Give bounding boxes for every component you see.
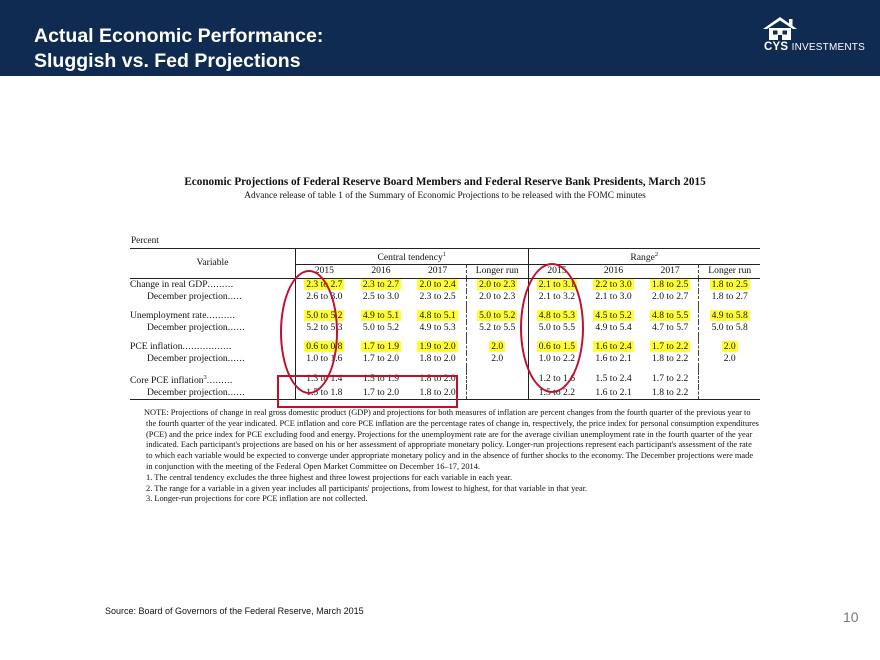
row-label-text: Core PCE inflation: [130, 374, 204, 386]
cell-value: 1.7 to 2.2: [652, 373, 689, 385]
cell-value: 1.5 to 1.9: [362, 373, 400, 385]
row-label-text: Change in real GDP: [130, 278, 208, 290]
table-cell: [466, 341, 528, 354]
table-cell: [585, 353, 642, 366]
table-cell: [699, 278, 760, 291]
table-row: [130, 278, 760, 291]
central-tendency-footnote-marker: 1: [442, 251, 447, 258]
column-header: Longer run: [466, 265, 528, 279]
column-header: 2016: [585, 265, 642, 279]
row-label: [130, 353, 296, 366]
table-cell: [699, 310, 760, 323]
source-note: Source: Board of Governors of the Federal Reserve, March 2015: [105, 606, 364, 616]
cell-value: 2.1 to 3.1: [538, 278, 576, 290]
table-cell: [409, 353, 466, 366]
cell-value: 1.8 to 2.2: [652, 353, 689, 365]
logo-text-bold: CYS: [764, 41, 789, 53]
table-cell: [353, 353, 410, 366]
row-label: [130, 387, 296, 400]
table-cell: [466, 278, 528, 291]
table-cell: [353, 291, 410, 304]
cell-value: 1.2 to 1.6: [538, 373, 576, 385]
table-cell: [585, 310, 642, 323]
column-header: 2015: [296, 265, 353, 279]
column-header: 2017: [642, 265, 699, 279]
footnote-3: 3. Longer-run projections for core PCE inflation are not collected.: [146, 494, 368, 504]
row-dot-leader: .....: [227, 291, 243, 303]
cell-value: 4.8 to 5.5: [652, 309, 689, 321]
cell-value: 5.0 to 5.2: [306, 309, 343, 321]
cell-value: 1.8 to 2.0: [419, 387, 456, 399]
table-cell: [409, 278, 466, 291]
table-cell: [466, 353, 528, 366]
row-label: [130, 322, 296, 335]
table-cell: [409, 291, 466, 304]
table-cell: [699, 291, 760, 304]
table-cell: [699, 353, 760, 366]
row-label: [130, 278, 296, 291]
range-header: [528, 249, 760, 265]
cell-value: 1.0 to 1.6: [306, 353, 343, 365]
cell-value: 1.6 to 2.4: [595, 340, 632, 352]
cell-value: 2.3 to 2.5: [419, 291, 456, 303]
table-cell: [353, 310, 410, 323]
table-cell: [353, 341, 410, 354]
table-cell: [642, 387, 699, 400]
table-cell: [409, 322, 466, 335]
table-cell: [409, 341, 466, 354]
row-dot-leader: .........: [206, 374, 233, 386]
table-row: [130, 322, 760, 335]
table-cell: [409, 310, 466, 323]
table-cell: [585, 291, 642, 304]
row-label: [130, 310, 296, 323]
table-cell: [585, 278, 642, 291]
cell-value: 1.8 to 2.0: [419, 353, 456, 365]
cell-value: 1.3 to 1.4: [306, 373, 343, 385]
range-footnote-marker: 2: [654, 251, 659, 258]
cell-value: 1.5 to 2.2: [538, 387, 576, 399]
table-cell: [642, 353, 699, 366]
cell-value: 5.2 to 5.3: [306, 322, 343, 334]
cell-value: 2.0 to 2.7: [652, 291, 689, 303]
note-paragraph: NOTE: Projections of change in real gross domestic product (GDP) and projections for both measures of inflation are percent changes from the fourth quarter of the previous year to the fourth quarter of the year indicated. PCE inflation and core PCE inflation are the percentage rates of change in, respectively, the price index for personal consumption expenditures (PCE) and the price index for PCE excluding food and energy. Projections for the unemployment rate are for the average civilian unemployment rate in the fourth quarter of the year indicated. Each participant's projections are based on his or her assessment of appropriate monetary policy. Longer-run projections represent each participant's assessment of the rate to which each variable would be expected to converge under appropriate monetary policy and in the absence of further shocks to the economy. The December projections were made in conjunction with the meeting of the Federal Open Market Committee on December 16–17, 2014.: [144, 408, 759, 471]
cell-value: 1.9 to 2.0: [419, 340, 456, 352]
row-dot-leader: .................: [182, 340, 232, 352]
table-cell: [699, 322, 760, 335]
column-header: 2017: [409, 265, 466, 279]
cell-value: 1.7 to 2.0: [362, 353, 400, 365]
house-logo-icon: [760, 16, 800, 42]
row-label-text: PCE inflation: [130, 340, 183, 352]
table-row: [130, 291, 760, 304]
slide-header: [0, 0, 880, 76]
cell-value: 2.0: [491, 353, 504, 365]
annotation-circle-range-2015: [520, 263, 584, 393]
cell-value: 1.5 to 1.8: [306, 387, 343, 399]
row-label-text: December projection: [147, 353, 228, 365]
table-cell: [699, 372, 760, 387]
cell-value: 1.8 to 2.2: [652, 387, 689, 399]
cell-value: 2.6 to 3.0: [306, 291, 343, 303]
unit-label: Percent: [131, 236, 159, 246]
logo-text-light: INVESTMENTS: [791, 42, 865, 53]
cell-value: 4.9 to 5.3: [419, 322, 456, 334]
row-label: [130, 291, 296, 304]
row-label: [130, 372, 296, 387]
cell-value: 4.8 to 5.1: [419, 309, 456, 321]
cell-value: 2.1 to 3.2: [538, 291, 576, 303]
row-dot-leader: .........: [207, 278, 234, 290]
cell-value: 0.6 to 0.8: [306, 340, 343, 352]
table-cell: [642, 310, 699, 323]
cell-value: 2.0 to 2.3: [479, 291, 516, 303]
central-tendency-label: Central tendency: [377, 252, 443, 264]
column-header: Longer run: [699, 265, 760, 279]
cell-value: 1.8 to 2.0: [419, 373, 456, 385]
cell-value: 5.2 to 5.5: [479, 322, 516, 334]
cell-value: 2.0 to 2.3: [479, 278, 516, 290]
cell-value: 1.6 to 2.1: [595, 353, 632, 365]
table-notes: [146, 408, 760, 505]
cell-value: 4.5 to 5.2: [595, 309, 632, 321]
slide-title-line-1: Actual Economic Performance:: [34, 25, 324, 47]
variable-header: Variable: [130, 249, 296, 279]
range-label: Range: [630, 252, 655, 264]
footnote-2: 2. The range for a variable in a given year includes all participants' projections, from lowest to highest, for that variable in that year.: [146, 483, 588, 493]
row-dot-leader: ..........: [206, 309, 236, 321]
table-cell: [585, 387, 642, 400]
table-row: [130, 341, 760, 354]
table-cell: [466, 322, 528, 335]
slide-title: [34, 24, 323, 74]
cell-value: 1.8 to 2.5: [711, 278, 748, 290]
slide-title-line-2: Sluggish vs. Fed Projections: [34, 50, 301, 72]
cell-value: 1.8 to 2.5: [652, 278, 689, 290]
table-cell: [699, 341, 760, 354]
table-cell: [466, 291, 528, 304]
table-header-row-1: [130, 249, 760, 265]
cell-value: 5.0 to 5.2: [479, 309, 516, 321]
cell-value: 1.8 to 2.7: [711, 291, 748, 303]
table-cell: [353, 278, 410, 291]
column-header: 2016: [353, 265, 410, 279]
cell-value: 1.5 to 2.4: [595, 373, 632, 385]
cell-value: 1.7 to 2.0: [362, 387, 400, 399]
row-label-text: December projection: [147, 322, 228, 334]
table-cell: [642, 291, 699, 304]
table-cell: [642, 341, 699, 354]
cell-value: 1.0 to 2.2: [538, 353, 576, 365]
row-dot-leader: ......: [227, 387, 246, 399]
table-cell: [466, 372, 528, 387]
document-subtitle: Advance release of table 1 of the Summary of Economic Projections to be released with the FOMC minutes: [244, 191, 646, 201]
cell-value: 5.0 to 5.5: [538, 322, 576, 334]
table-row: [130, 310, 760, 323]
cell-value: 1.6 to 2.1: [595, 387, 632, 399]
table-cell: [642, 372, 699, 387]
cell-value: 0.6 to 1.5: [538, 340, 576, 352]
annotation-box-core-pce: [277, 375, 458, 408]
table-cell: [466, 310, 528, 323]
row-label-text: Unemployment rate: [130, 309, 207, 321]
document-title: Economic Projections of Federal Reserve Board Members and Federal Reserve Bank Presidents, March 2015: [184, 176, 706, 188]
cell-value: 2.2 to 3.0: [595, 278, 632, 290]
cell-value: 2.3 to 2.7: [306, 278, 343, 290]
logo-wordmark: [764, 41, 865, 53]
cell-value: 2.0 to 2.4: [419, 278, 456, 290]
row-dot-leader: ......: [227, 353, 246, 365]
table-cell: [642, 278, 699, 291]
cell-value: 5.0 to 5.2: [362, 322, 400, 334]
table-cell: [585, 341, 642, 354]
cell-value: 5.0 to 5.8: [711, 322, 748, 334]
table-cell: [699, 387, 760, 400]
cell-value: 4.9 to 5.8: [711, 309, 748, 321]
row-label-text: December projection: [147, 291, 228, 303]
row-dot-leader: ......: [227, 322, 246, 334]
row-label: [130, 341, 296, 354]
column-header: 2015: [528, 265, 585, 279]
cell-value: 4.7 to 5.7: [652, 322, 689, 334]
central-tendency-header: [296, 249, 529, 265]
table-cell: [585, 372, 642, 387]
cell-value: 2.1 to 3.0: [595, 291, 632, 303]
cell-value: 2.0: [723, 340, 736, 352]
table-row: [130, 353, 760, 366]
page-number: 10: [843, 609, 859, 625]
cell-value: 1.7 to 1.9: [362, 340, 400, 352]
cell-value: 1.7 to 2.2: [652, 340, 689, 352]
cell-value: 4.9 to 5.4: [595, 322, 632, 334]
row-footnote-marker: 3: [203, 373, 207, 381]
cell-value: 4.9 to 5.1: [362, 309, 400, 321]
cell-value: 2.0: [491, 340, 504, 352]
table-cell: [642, 322, 699, 335]
cell-value: 2.3 to 2.7: [362, 278, 400, 290]
table-cell: [353, 322, 410, 335]
company-logo: [738, 16, 868, 61]
cell-value: 2.0: [723, 353, 736, 365]
table-cell: [466, 387, 528, 400]
cell-value: 2.5 to 3.0: [362, 291, 400, 303]
footnote-1: 1. The central tendency excludes the three highest and three lowest projections for each variable in each year.: [146, 472, 513, 482]
table-cell: [585, 322, 642, 335]
cell-value: 4.8 to 5.3: [538, 309, 576, 321]
row-label-text: December projection: [147, 387, 228, 399]
